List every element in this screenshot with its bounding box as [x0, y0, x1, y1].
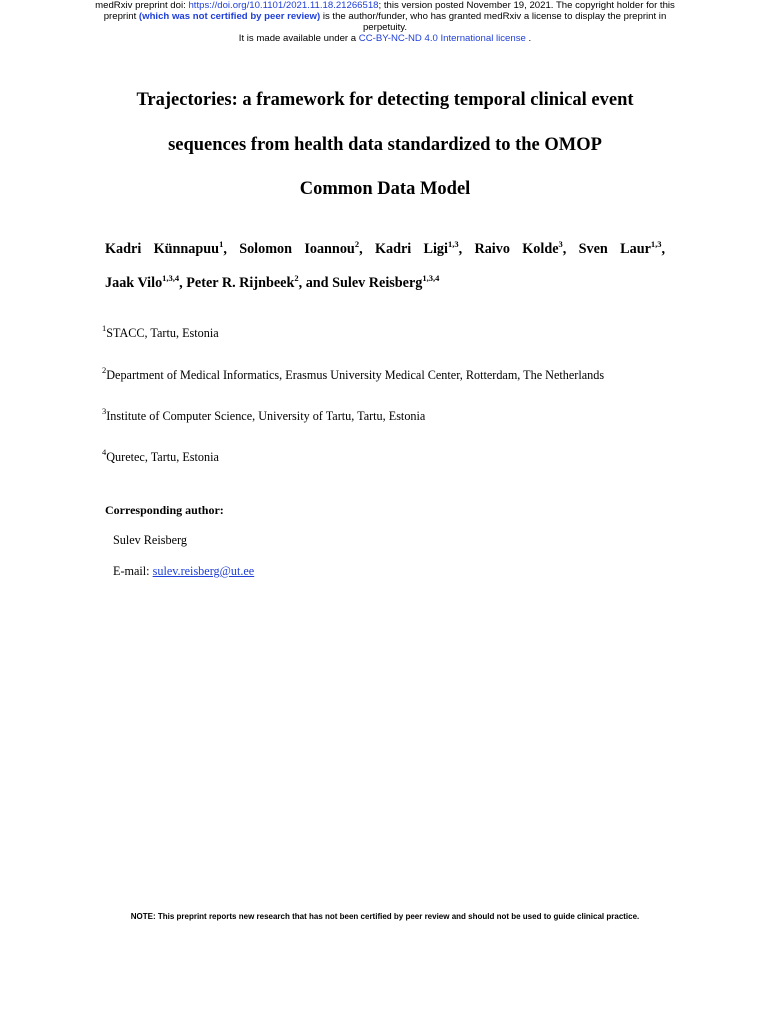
author-affiliation-sup: 1,3,4	[162, 273, 180, 283]
doi-link[interactable]: https://doi.org/10.1101/2021.11.18.21266518	[188, 0, 379, 11]
affiliation-number: 2	[102, 365, 107, 375]
author-affiliation-sup: 2	[354, 239, 360, 249]
affiliation-text: Quretec, Tartu, Estonia	[106, 450, 219, 464]
author-name: Sven Laur	[578, 241, 651, 257]
author-affiliation-sup: 3	[558, 239, 563, 249]
banner-version-text: ; this version posted November 19, 2021. The copyright holder for this	[378, 0, 675, 11]
affiliation-text: Institute of Computer Science, University of Tartu, Tartu, Estonia	[106, 409, 426, 423]
affiliation-text: STACC, Tartu, Estonia	[106, 326, 219, 340]
affiliation-3	[102, 406, 426, 424]
author-list-line-1	[105, 241, 665, 258]
author-list-line-2	[105, 275, 665, 292]
paper-title-line-3: Common Data Model	[299, 179, 471, 199]
author-separator: ,	[661, 241, 666, 257]
license-link[interactable]: CC-BY-NC-ND 4.0 International license	[358, 33, 526, 44]
affiliation-2	[102, 365, 605, 383]
banner-peer-review-note: (which was not certified by peer review)	[138, 11, 321, 22]
corresponding-author-email-row	[113, 564, 254, 579]
banner-available-text: It is made available under a	[238, 33, 359, 44]
peer-review-disclaimer: NOTE: This preprint reports new research that has not been certified by peer review and should not be used to guide clinical practice.	[130, 912, 640, 921]
corresponding-author-label: Corresponding author:	[105, 503, 224, 517]
author-name: Peter R. Rijnbeek	[186, 275, 295, 291]
author-name: Solomon Ioannou	[239, 241, 355, 257]
author-name: Sulev Reisberg	[332, 275, 423, 291]
author-6	[105, 275, 179, 291]
author-affiliation-sup: 1,3	[650, 239, 662, 249]
banner-line-3: perpetuity.	[362, 22, 408, 33]
author-separator: ,	[562, 241, 579, 257]
author-separator: ,	[223, 241, 240, 257]
author-name: Jaak Vilo	[105, 275, 163, 291]
affiliation-text: Department of Medical Informatics, Erasmus University Medical Center, Rotterdam, The Netherlands	[106, 368, 605, 382]
banner-period: .	[525, 33, 532, 44]
affiliation-number: 1	[102, 323, 107, 333]
corresponding-author-name: Sulev Reisberg	[113, 533, 187, 547]
preprint-banner	[0, 0, 770, 44]
paper-title-line-2: sequences from health data standardized to the OMOP	[168, 135, 602, 155]
affiliation-1	[102, 323, 219, 341]
author-separator: ,	[179, 275, 187, 291]
paper-title-line-1: Trajectories: a framework for detecting temporal clinical event	[136, 90, 634, 110]
affiliation-number: 3	[102, 406, 107, 416]
banner-doi-prefix: medRxiv preprint doi:	[95, 0, 189, 11]
affiliation-number: 4	[102, 447, 107, 457]
author-separator: , and	[298, 275, 333, 291]
author-2	[239, 241, 359, 257]
author-4	[474, 241, 562, 257]
email-link[interactable]: sulev.reisberg@ut.ee	[152, 564, 255, 578]
banner-line-2	[0, 11, 770, 22]
author-affiliation-sup: 1	[219, 239, 224, 249]
author-name: Kadri Künnapuu	[105, 241, 220, 257]
email-label: E-mail:	[113, 564, 153, 578]
author-5	[579, 241, 662, 257]
author-1	[105, 241, 223, 257]
author-affiliation-sup: 2	[294, 273, 299, 283]
author-separator: ,	[458, 241, 475, 257]
author-affiliation-sup: 1,3	[447, 239, 459, 249]
banner-license-grant-text: is the author/funder, who has granted medRxiv a license to display the preprint in	[320, 11, 667, 22]
author-name: Kadri Ligi	[374, 241, 448, 257]
banner-line-4	[0, 33, 770, 44]
affiliation-4	[102, 447, 219, 465]
author-affiliation-sup: 1,3,4	[422, 273, 440, 283]
author-name: Raivo Kolde	[474, 241, 559, 257]
author-separator: ,	[359, 241, 375, 257]
banner-line-1	[0, 0, 770, 11]
author-8	[332, 275, 439, 291]
author-7	[186, 275, 298, 291]
banner-preprint-text: preprint	[103, 11, 139, 22]
author-3	[375, 241, 459, 257]
